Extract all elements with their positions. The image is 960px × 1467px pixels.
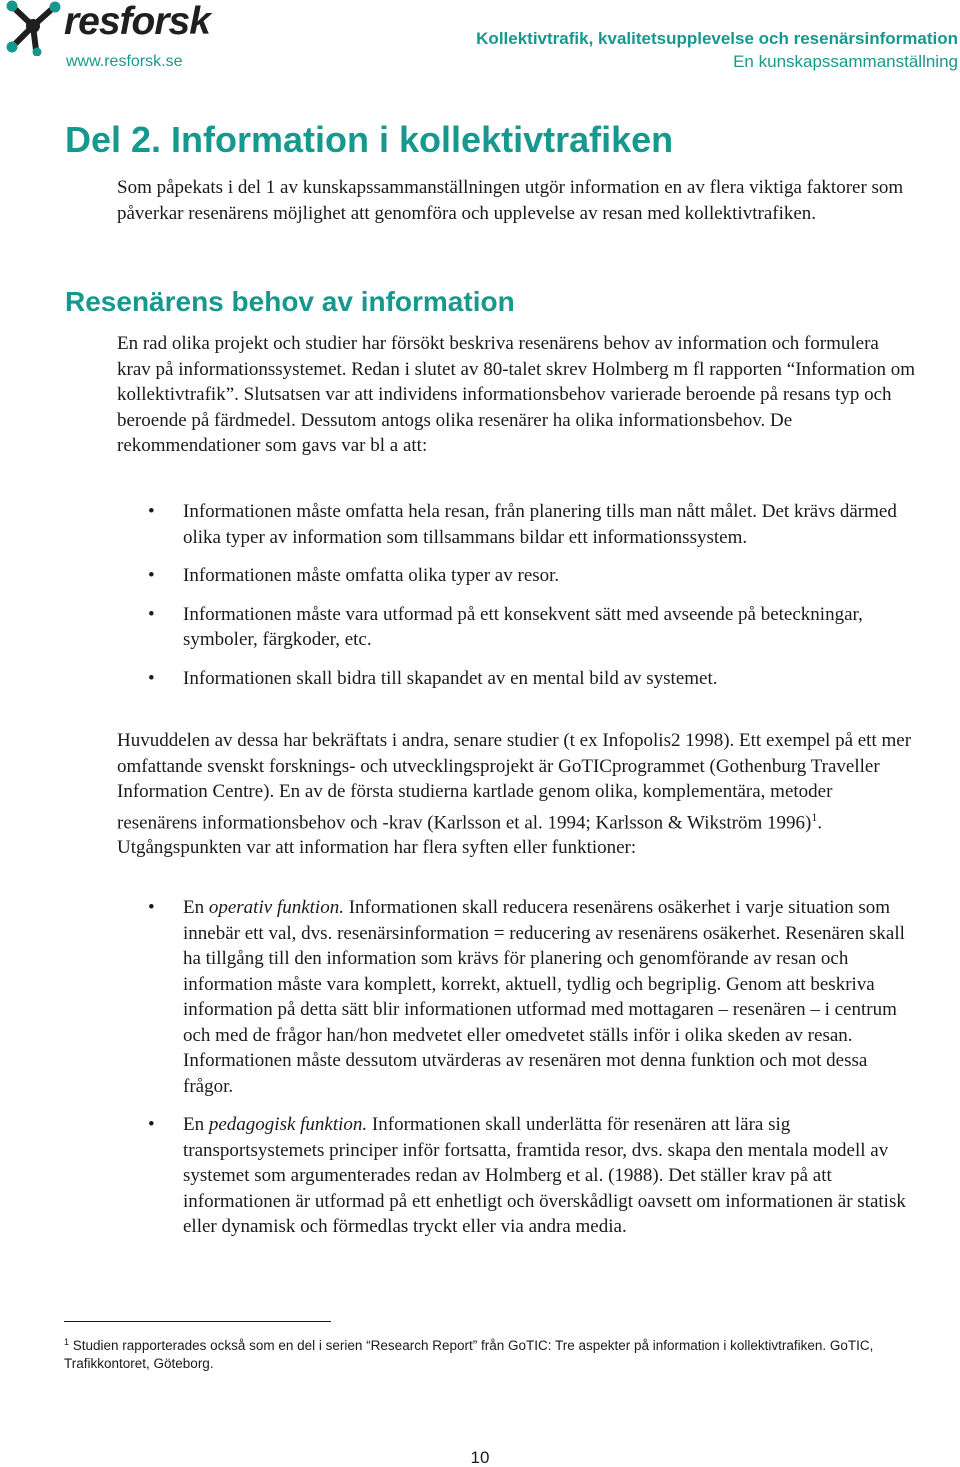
resforsk-logo-icon	[2, 0, 64, 56]
header-title: Kollektivtrafik, kvalitetsupplevelse och resenärsinformation	[476, 29, 958, 48]
needs-paragraph: En rad olika projekt och studier har försökt beskriva resenärens behov av information och formulera krav på informationssystemet. Redan i slutet av 80-talet skrev Holmberg m fl rapporten “Information om kollektivtrafik”. Slutsatsen var att individens informationsbehov varierade beroende på resans typ och beroende på färdmedel. Dessutom antogs olika resenärer ha olika informationsbehov. De rekommendationer som gavs var bl a att:	[117, 333, 915, 456]
function-list	[117, 895, 917, 1253]
list-item	[117, 499, 917, 550]
section-heading: Resenärens behov av information	[65, 286, 515, 317]
list-item	[117, 666, 917, 692]
list-item-text: Informationen skall bidra till skapandet av en mental bild av systemet.	[183, 667, 718, 689]
page-number: 10	[470, 1448, 490, 1467]
footnote-reference[interactable]: 1	[811, 809, 818, 824]
gotic-text-end: . Utgångspunkten var att information har flera syften eller funktioner:	[117, 811, 823, 859]
function-text: Informationen skall reducera resenärens osäkerhet i varje situation som innebär ett val, dvs. resenärsinformation = reducering av resenärens osäkerhet. Resenären skall ha tillgång till den information som krävs för planering och genomförande av resan och information måste vara komplett, korrekt, aktuell, tydlig och begriplig. Genom att beskriva information på detta sätt blir informationen utformad med mottagaren – resenären – i centrum och med de frågor han/hon medvetet eller omedvetet ställs inför i olika skeden av resan. Informationen måste dessutom utvärderas av resenären mot denna funktion och mot dessa frågor.	[183, 897, 905, 1097]
bullet-icon: •	[148, 667, 155, 689]
intro-paragraph: Som påpekats i del 1 av kunskapssammanställningen utgör information en av flera viktiga faktorer som påverkar resenärens möjlighet att genomföra och upplevelse av resan med kollektivtrafiken.	[117, 177, 904, 224]
list-item	[117, 602, 917, 653]
gotic-paragraph	[117, 728, 917, 861]
list-item	[117, 1112, 917, 1240]
function-prefix: En	[183, 897, 209, 918]
function-text: Informationen skall underlätta för resenären att lära sig transportsystemets principer inför fortsatta, framtida resor, dvs. skapa den mentala modell av systemet som argumenterades redan av Holmberg et al. (1988). Det ställer krav på att informationen är utformad på ett enhetligt och överskådligt oavsett om informationen är statisk eller dynamisk och förmedlas tryckt eller via andra media.	[183, 1114, 906, 1237]
recommendation-list	[117, 499, 917, 704]
site-url-link[interactable]: www.resforsk.se	[66, 53, 183, 70]
bullet-icon: •	[148, 1114, 155, 1135]
footnote-divider	[64, 1321, 331, 1322]
chapter-heading: Del 2. Information i kollektivtrafiken	[65, 119, 674, 160]
gotic-text: Huvuddelen av dessa har bekräftats i andra, senare studier (t ex Infopolis2 1998). Ett exempel på ett mer omfattande svenskt forsknings- och utvecklingsprojekt är GoTICprogrammet (Gothenburg Traveller Information Centre). En av de första studierna kartlade genom olika, komplementära, metoder resenärens informationsbehov och -krav (Karlsson et al. 1994; Karlsson & Wikström 1996)	[117, 730, 912, 833]
list-item-text: Informationen måste omfatta olika typer av resor.	[183, 565, 560, 586]
bullet-icon: •	[148, 897, 155, 918]
function-prefix: En	[183, 1114, 209, 1135]
footnote-mark: 1	[64, 1337, 70, 1347]
footnote-text: Studien rapporterades också som en del i serien “Research Report” från GoTIC: Tre aspekter på information i kollektivtrafiken. GoTIC, Trafikkontoret, Göteborg.	[64, 1338, 874, 1371]
list-item	[117, 563, 917, 589]
header-subtitle: En kunskapssammanställning	[733, 52, 958, 71]
bullet-icon: •	[148, 565, 155, 586]
list-item	[117, 895, 917, 1099]
list-item-text: Informationen måste vara utformad på ett konsekvent sätt med avseende på beteckningar, symboler, färgkoder, etc.	[183, 603, 863, 650]
bullet-icon: •	[148, 603, 155, 625]
logo-wordmark: resforsk	[64, 0, 210, 43]
function-term: pedagogisk funktion.	[208, 1114, 368, 1135]
page-header	[0, 0, 960, 80]
function-term: operativ funktion.	[208, 897, 344, 918]
footnote	[64, 1333, 944, 1373]
list-item-text: Informationen måste omfatta hela resan, från planering tills man nått målet. Det krävs därmed olika typer av information som tillsammans bildar ett informationssystem.	[183, 501, 897, 548]
bullet-icon: •	[148, 501, 155, 522]
